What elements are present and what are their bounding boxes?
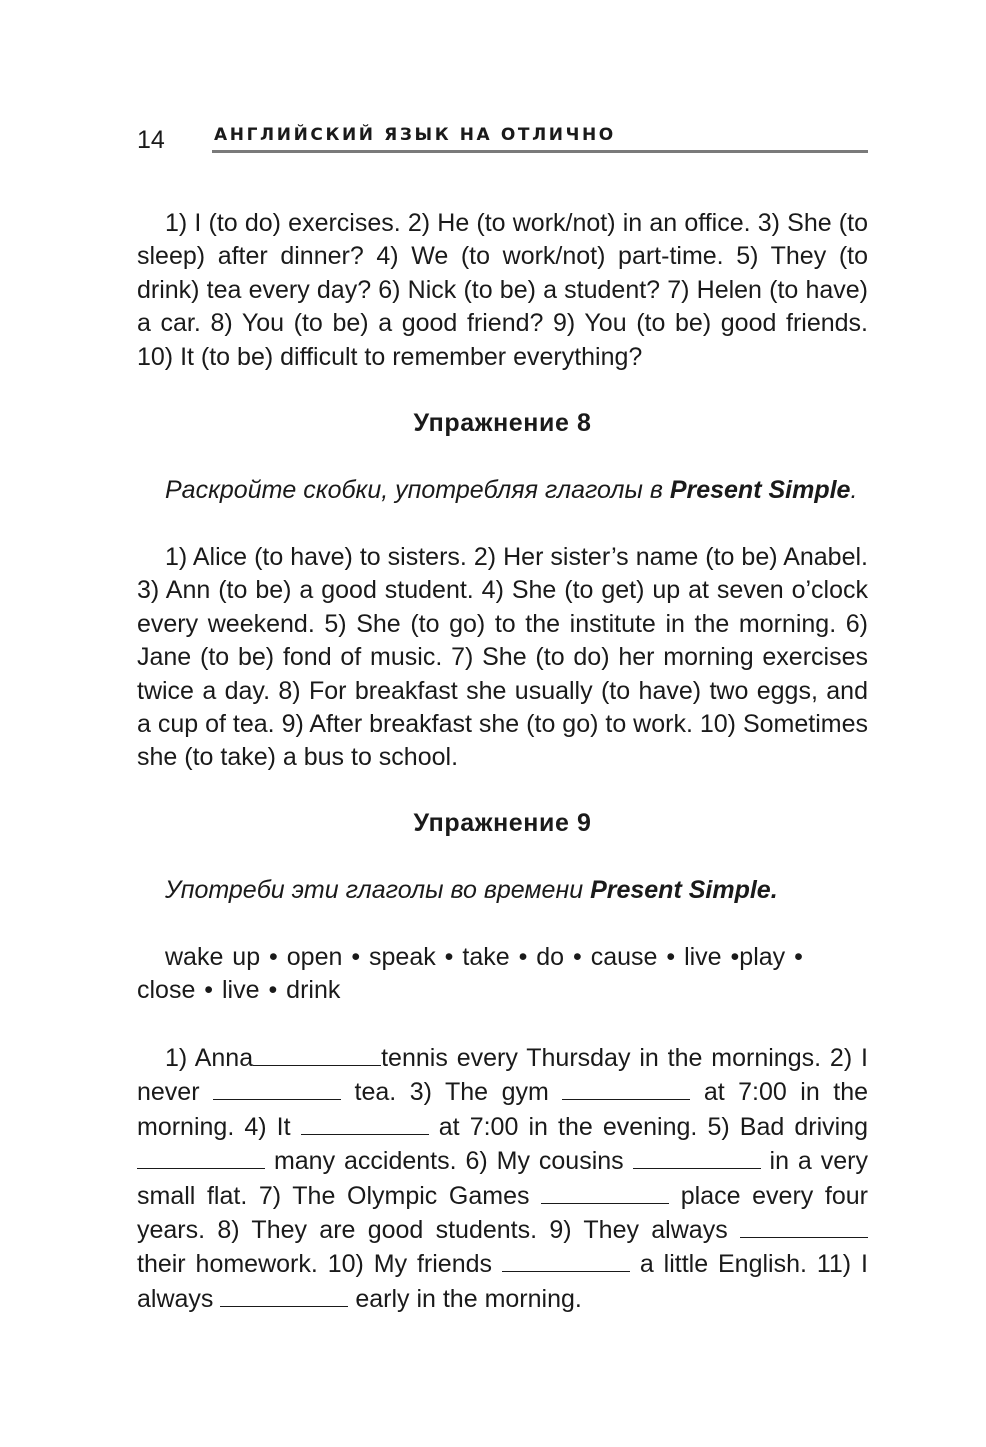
answer-blank-4[interactable] — [301, 1110, 429, 1135]
answer-blank-7[interactable] — [541, 1179, 669, 1204]
sentence-text: at 7:00 in the morning. 4) It — [137, 1078, 869, 1141]
sentence-text: many accidents. 6) My cousins — [273, 1147, 624, 1176]
answer-blank-1[interactable] — [253, 1041, 381, 1066]
page-number: 14 — [137, 126, 165, 154]
word-bank: wake up • open • speak • take • do • cause • live •play • close • live • drink — [137, 943, 803, 1005]
sentence-text: early in the morning. — [355, 1284, 582, 1313]
running-title: АНГЛИЙСКИЙ ЯЗЫК НА ОТЛИЧНО — [214, 125, 616, 145]
exercise9-instruction — [137, 874, 868, 907]
sentence-text: 1) Anna — [165, 1044, 254, 1072]
exercise8-tense-name: Present Simple — [669, 476, 851, 504]
answer-blank-3[interactable] — [562, 1075, 690, 1100]
sentence-text: in a very small flat. 7) The Olympic Games — [137, 1147, 868, 1210]
answer-blank-9[interactable] — [740, 1213, 868, 1238]
sentence-text: their homework. 10) My friends — [137, 1250, 493, 1279]
sentence-text: a little English. 11) I always — [137, 1250, 868, 1313]
exercise9-tense-name: Present Simple. — [590, 876, 778, 904]
sentence-text: tea. 3) The gym — [354, 1078, 549, 1107]
sentence-text: at 7:00 in the evening. 5) Bad driving — [438, 1112, 868, 1141]
header-rule — [212, 150, 868, 153]
answer-blank-10[interactable] — [502, 1247, 630, 1272]
answer-blank-6[interactable] — [633, 1144, 761, 1169]
exercise7-sentences: 1) I (to do) exercises. 2) He (to work/not) in an office. 3) She (to sleep) after dinner? 4) We (to work/not) part-time. 5) They (to drink) tea every day? 6) Nick (to be) a student? 7) Helen (to have) a car. 8) You (to be) a good friend? 9) You (to be) good friends. 10) It (to be) difficult to remember everything? — [137, 209, 868, 371]
exercise8-instruction-end: . — [850, 476, 858, 504]
exercise8-instruction-text: Раскройте скобки, употребляя глаголы в — [165, 476, 670, 504]
exercise9-sentences — [137, 1041, 868, 1316]
exercise8-title: Упражнение 8 — [413, 409, 592, 437]
answer-blank-5[interactable] — [137, 1144, 265, 1169]
exercise9-title: Упражнение 9 — [413, 809, 592, 837]
answer-blank-2[interactable] — [213, 1075, 341, 1100]
exercise9-instruction-text: Употреби эти глаголы во времени — [165, 876, 591, 904]
sentence-text: tennis every Thursday in the mornings. 2) I never — [137, 1044, 868, 1107]
answer-blank-11[interactable] — [220, 1282, 348, 1307]
exercise8-instruction — [137, 474, 868, 507]
exercise8-sentences: 1) Alice (to have) to sisters. 2) Her sister’s name (to be) Anabel. 3) Ann (to be) a good student. 4) She (to get) up at seven o’clock every weekend. 5) She (to go) to the institute in the morning. 6) Jane (to be) fond of music. 7) She (to do) her morning exercises twice a day. 8) For breakfast she usually (to have) two eggs, and a cup of tea. 9) After breakfast she (to go) to work. 10) Sometimes she (to take) a bus to school. — [137, 543, 868, 772]
sentence-text: place every four years. 8) They are good students. 9) They always — [137, 1181, 868, 1245]
